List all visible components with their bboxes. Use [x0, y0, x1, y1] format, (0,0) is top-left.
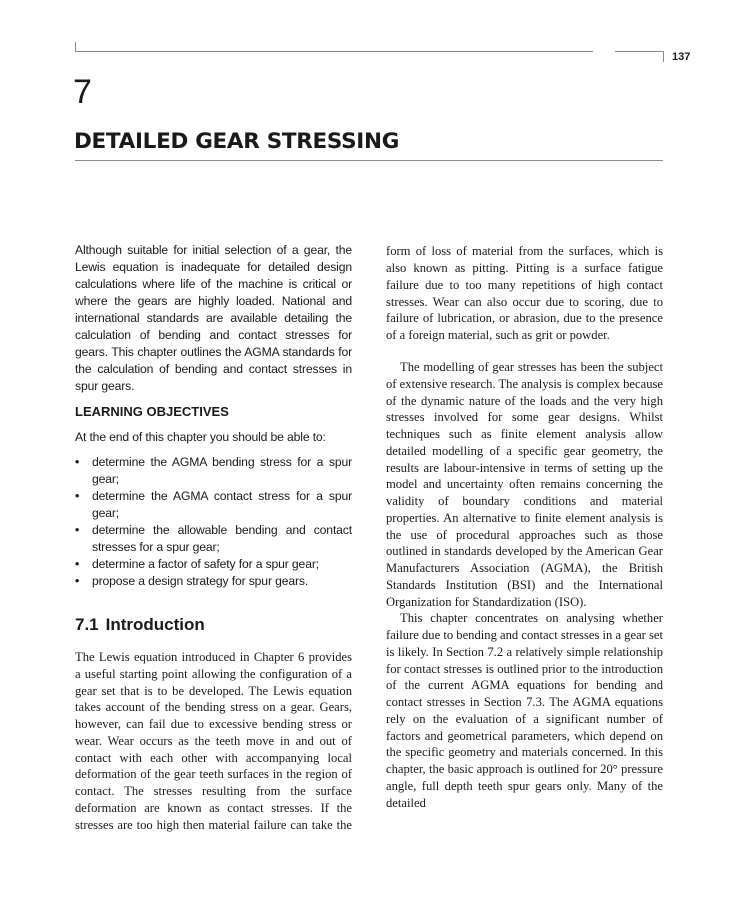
page-number: 137 — [672, 51, 691, 63]
header-rule — [75, 51, 593, 52]
body-paragraph-1: The Lewis equation introduced in Chapter 6 provides a useful starting point allowing the configuration of a gear set that is to be developed. The Lewis equation takes account of the bending stress on a gear. Gears, however, can fail due to excessive bending stress or wear. Wear occurs as the teeth move in and out of contact with each other with accompanying local deformation of the gear teeth surfaces in the region of contact. The stresses resulting from the surface deformation are known as contact stresses. If the stresses are too high then material failure can take the — [75, 650, 352, 832]
bullet-icon: • — [75, 489, 80, 503]
bullet-icon: • — [75, 523, 80, 537]
objective-item — [75, 454, 352, 488]
section-number: 7.1 — [75, 615, 99, 634]
objective-text: determine the AGMA bending stress for a spur gear; — [92, 455, 352, 486]
objective-text: determine the allowable bending and contact stresses for a spur gear; — [92, 523, 352, 554]
section-heading — [75, 613, 352, 637]
objective-item — [75, 522, 352, 556]
bullet-icon: • — [75, 574, 80, 588]
chapter-number: 7 — [73, 73, 92, 111]
header-rule-right-tick — [663, 51, 664, 62]
body-paragraph-3: This chapter concentrates on analysing whether failure due to bending and contact stresses in a gear set is likely. In Section 7.2 a relatively simple relationship for contact stresses is outlined prior to the introduction of the current AGMA equations for bending and contact stresses in Section 7.3. The AGMA equations rely on the evaluation of a significant number of factors and geometrical parameters, which depend on the specific geometry and materials concerned. In this chapter, the basic approach is outlined for 20° pressure angle, full depth teeth spur gears only. Many of the detailed — [386, 611, 663, 810]
right-column — [386, 242, 663, 811]
learning-objectives-list — [75, 454, 352, 590]
chapter-title: DETAILED GEAR STRESSING — [74, 129, 400, 154]
chapter-title-rule — [75, 160, 663, 161]
section-title: Introduction — [105, 615, 205, 634]
learning-objectives-intro: At the end of this chapter you should be able to: — [75, 430, 326, 444]
left-column — [75, 242, 352, 833]
objective-text: determine a factor of safety for a spur gear; — [92, 557, 319, 571]
objective-item — [75, 573, 352, 590]
body-paragraph-2: The modelling of gear stresses has been the subject of extensive research. The analysis is complex because of the dynamic nature of the loads and the very high stresses involved for some gear designs. Whilst techniques such as finite element analysis allow detailed modelling of a specific gear geometry, the results are labour-intensive in terms of setting up the model and uncertainty often remains concerning the validity of boundary conditions and material properties. An alternative to finite element analysis is the use of procedural approaches such as those outlined in standards developed by the American Gear Manufacturers Association (AGMA), the British Standards Institution (BSI) and the International Organization for Standardization (ISO). — [386, 360, 663, 609]
header-rule-left-tick — [75, 42, 76, 52]
bullet-icon: • — [75, 455, 80, 469]
body-paragraph-1-continued — [386, 242, 663, 359]
header-rule-right-segment — [615, 51, 664, 52]
chapter-abstract: Although suitable for initial selection of a gear, the Lewis equation is inadequate for detailed design calculations where life of the machine is critical or where the gears are highly loaded. National and international standards are available detailing the calculation of bending and contact stresses for gears. This chapter outlines the AGMA standards for the calculation of bending and contact stresses in spur gears. — [75, 243, 352, 393]
bullet-icon: • — [75, 557, 80, 571]
objective-item — [75, 556, 352, 573]
objective-text: propose a design strategy for spur gears. — [92, 574, 309, 588]
learning-objectives-heading: LEARNING OBJECTIVES — [75, 404, 229, 419]
objective-item — [75, 488, 352, 522]
body-paragraph-1-overflow-text: form of loss of material from the surfaces, which is also known as pitting. Pitting is a surface fatigue failure due to too many repetitions of high contact stresses. Wear can also occur due to scoring, due to failure of lubrication, or abrasion, due to the presence of a foreign material, such as grit or powder. — [386, 244, 663, 342]
objective-text: determine the AGMA contact stress for a spur gear; — [92, 489, 352, 520]
